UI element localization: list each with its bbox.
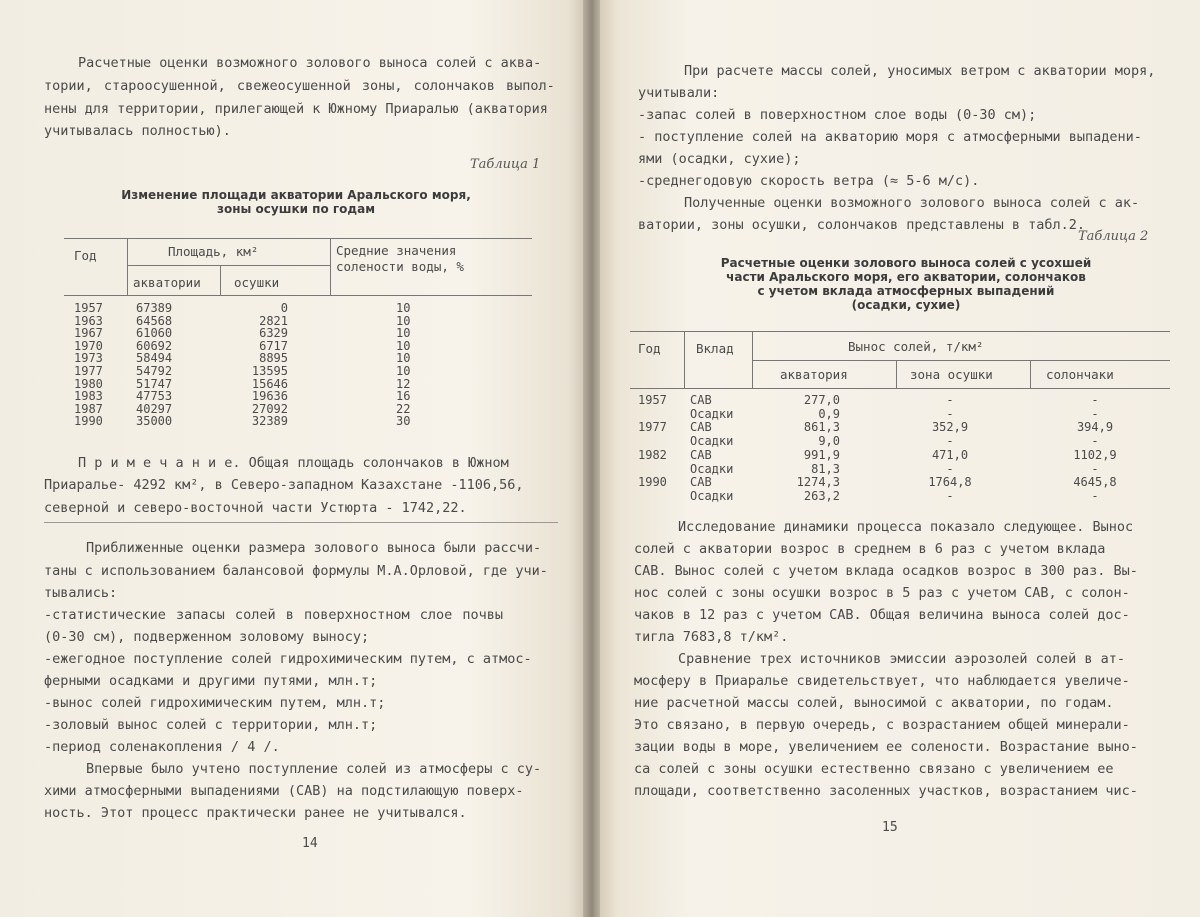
table2-cell-contribution: САВ [690, 475, 712, 490]
note-line-2: Приаралье- 4292 км², в Северо-западном Казахстане -1106,56, [44, 477, 524, 493]
table1-cell-drained: 0 [280, 301, 288, 315]
table1-title [96, 188, 496, 216]
left-body-line-10: -период соленакопления / 4 /. [44, 739, 280, 755]
left-body-line-8: -вынос солей гидрохимическим путем, млн.т; [44, 695, 386, 711]
table2-label: Таблица 2 [1078, 229, 1149, 244]
table2-cell-drained-zone: - [946, 393, 954, 407]
table2-bottom-rule [630, 388, 1170, 389]
table1-cell-year: 1980 [74, 376, 103, 391]
table1-header-salinity: Средние значения солености воды, % [336, 243, 464, 274]
table2-cell-year: 1977 [638, 420, 667, 435]
left-body-line-9: -золовый вынос солей с территории, млн.т; [44, 717, 378, 733]
left-body-line-4: -статистические запасы солей в поверхностном слое почвы [44, 607, 504, 623]
right-body-line-5: чаков в 12 раз с учетом САВ. Общая величина выноса солей дос- [634, 607, 1130, 623]
left-body-line-2: таны с использованием балансовой формулы М.А.Орловой, где учи- [44, 563, 548, 579]
table1-cell-salinity: 22 [396, 401, 411, 416]
table2-title-line-4: (осадки, сухие) [851, 298, 961, 312]
table1-title-line-2: зоны осушки по годам [216, 202, 375, 216]
table2-cell-aquatory: 0,9 [818, 406, 840, 421]
table2-vline-3 [896, 360, 897, 388]
table1-cell-aquatory: 35000 [136, 414, 173, 429]
left-body-line-13: ность. Этот процесс практически ранее не учитывался. [44, 805, 467, 821]
right-body-line-3: САВ. Вынос солей с учетом вклада осадков возрос в 300 раз. Вы- [634, 563, 1138, 579]
left-body-line-5: (0-30 см), подверженном золовому выносу; [44, 629, 370, 645]
table2-cell-drained-zone: - [946, 461, 954, 476]
table1-header-area: Площадь, км² [168, 244, 259, 259]
table2-vline-2 [752, 331, 753, 388]
table1-cell-aquatory: 40297 [136, 401, 173, 416]
right-intro-line-5: ями (осадки, сухие); [638, 151, 801, 167]
table1-header-drained: осушки [234, 275, 280, 290]
right-body-line-7: Сравнение трех источников эмиссии аэрозолей солей в ат- [678, 651, 1126, 667]
right-body-line-10: Это связано, в первую очередь, с возрастанием общей минерали- [634, 717, 1130, 733]
table2-cell-aquatory: 277,0 [803, 393, 840, 407]
table2-title-line-1: Расчетные оценки золового выноса солей с усохшей [720, 256, 1092, 270]
table1-cell-year: 1970 [74, 338, 103, 353]
table1-cell-year: 1973 [74, 351, 103, 366]
table1-vline-3 [330, 238, 331, 295]
table1-cell-salinity: 10 [396, 364, 411, 378]
right-body-line-11: зации воды в море, увеличением ее солености. Возрастание выно- [634, 739, 1138, 755]
right-page-number: 15 [882, 820, 898, 835]
table1-bottom-rule [64, 295, 532, 296]
table1-cell-salinity: 12 [396, 376, 411, 391]
left-intro-line-4: учитывалась полностью). [44, 123, 231, 139]
table2-header-solonchaks: солончаки [1046, 367, 1114, 382]
table2-header-year: Год [638, 341, 661, 356]
right-body-line-9: ние расчетной массы солей, выносимой с акватории, по годам. [634, 695, 1114, 711]
table1-vline-1 [127, 238, 128, 295]
table1-mid-rule [127, 265, 330, 266]
table2-cell-contribution: САВ [690, 420, 712, 435]
table2-cell-aquatory: 9,0 [818, 434, 840, 449]
table1-cell-year: 1990 [74, 414, 103, 429]
table1-cell-aquatory: 64568 [136, 313, 173, 328]
right-body-line-6: тигла 7683,8 т/км². [634, 629, 789, 645]
table2-cell-aquatory: 991,9 [803, 447, 840, 462]
table2-title [686, 256, 1126, 312]
table2-cell-solonchaks: 394,9 [1076, 420, 1114, 435]
table2-cell-solonchaks: 4645,8 [1073, 475, 1117, 490]
right-intro-line-4: - поступление солей на акваторию моря с атмосферными выпадени- [638, 129, 1142, 145]
table1-label: Таблица 1 [470, 157, 541, 172]
table1-cell-year: 1957 [74, 301, 103, 315]
right-intro-line-8: ватории, зоны осушки, солончаков представлены в табл.2. [638, 217, 1086, 233]
table1-cell-aquatory: 58494 [136, 351, 173, 366]
right-body-line-1: Исследование динамики процесса показало следующее. Вынос [678, 519, 1134, 535]
table1-cell-salinity: 10 [396, 301, 411, 315]
table1-cell-aquatory: 51747 [136, 376, 173, 391]
left-intro-line-1: Расчетные оценки возможного золового выноса солей с аква- [78, 55, 542, 71]
table1-cell-drained: 8895 [259, 351, 288, 366]
table2-cell-solonchaks: - [1091, 406, 1099, 421]
table1-cell-drained: 32389 [251, 414, 288, 429]
right-intro-line-7: Полученные оценки возможного золового выноса солей с ак- [684, 195, 1140, 211]
table1-header-year: Год [74, 248, 97, 263]
left-page [0, 0, 586, 917]
table1-cell-year: 1987 [74, 401, 103, 416]
table2-header-removal: Вынос солей, т/км² [848, 339, 984, 354]
table1-cell-drained: 2821 [259, 313, 288, 328]
table1-cell-year: 1963 [74, 313, 103, 328]
left-body-line-3: тывались: [44, 585, 118, 601]
table2-cell-solonchaks: - [1091, 393, 1099, 407]
table1-header-aquatory: акватории [133, 275, 201, 290]
table2-cell-drained-zone: 1764,8 [928, 475, 972, 490]
table2-cell-solonchaks: - [1091, 461, 1099, 476]
table2-cell-aquatory: 263,2 [803, 488, 840, 503]
table1-cell-drained: 6717 [259, 338, 288, 353]
table1-cell-aquatory: 54792 [136, 364, 173, 378]
table1-cell-salinity: 10 [396, 351, 411, 366]
table2-cell-contribution: Осадки [690, 406, 734, 421]
left-body-line-12: хими атмосферными выпадениями (САВ) на подстилающую поверх- [44, 783, 524, 799]
right-intro-line-1: При расчете массы солей, уносимых ветром с акватории моря, [684, 63, 1156, 79]
table2-cell-aquatory: 81,3 [811, 461, 840, 476]
right-page [600, 0, 1200, 917]
table2-cell-contribution: САВ [690, 393, 712, 407]
table2-cell-contribution: САВ [690, 447, 712, 462]
table2-cell-contribution: Осадки [690, 461, 734, 476]
right-intro-line-3: -запас солей в поверхностном слое воды (0-30 см); [638, 107, 1037, 123]
table2-title-line-3: с учетом вклада атмосферных выпадений [757, 284, 1055, 298]
table1-cell-aquatory: 61060 [136, 326, 173, 341]
table2-cell-solonchaks: - [1091, 488, 1099, 503]
note-line-1: П р и м е ч а н и е. Общая площадь солончаков в Южном [78, 455, 509, 471]
table1-cell-drained: 27092 [251, 401, 288, 416]
table2-cell-year: 1990 [638, 475, 667, 490]
left-intro-line-3: нены для территории, прилегающей к Южному Приаралью (акватория [44, 101, 548, 117]
table2-cell-year: 1982 [638, 447, 667, 462]
table2-cell-drained-zone: - [946, 488, 954, 503]
table2-title-line-2: части Аральского моря, его акватории, солончаков [726, 270, 1086, 284]
left-body-line-1: Приближенные оценки размера золового выноса были рассчи- [86, 540, 542, 556]
left-body-line-6: -ежегодное поступление солей гидрохимическим путем, с атмос- [44, 651, 532, 667]
table2-top-rule [630, 331, 1170, 332]
table2-cell-contribution: Осадки [690, 488, 734, 503]
table2-vline-1 [684, 331, 685, 388]
table2-cell-drained-zone: - [946, 434, 954, 449]
table1-cell-aquatory: 67389 [136, 301, 173, 315]
table2-mid-rule [752, 360, 1170, 361]
table1-cell-salinity: 10 [396, 313, 411, 328]
table2-cell-solonchaks: - [1091, 434, 1099, 449]
table1-cell-drained: 15646 [251, 376, 288, 391]
section-divider [44, 522, 558, 523]
table2-cell-aquatory: 1274,3 [796, 475, 840, 490]
left-intro-line-2: тории, староосушенной, свежеосушенной зоны, солончаков выпол- [44, 78, 555, 94]
table2-cell-aquatory: 861,3 [803, 420, 840, 435]
right-body-line-4: нос солей с зоны осушки возрос в 5 раз с учетом САВ, с солон- [634, 585, 1130, 601]
right-body-line-8: мосферу в Приаралье свидетельствует, что наблюдается увеличе- [634, 673, 1130, 689]
table2-header-drained-zone: зона осушки [910, 367, 993, 382]
table1-vline-2 [220, 265, 221, 295]
table1-cell-aquatory: 60692 [136, 338, 173, 353]
right-body-line-12: са солей с зоны осушки естественно связано с увеличением ее [634, 761, 1114, 777]
right-body-line-2: солей с акватории возрос в среднем в 6 раз с учетом вклада [634, 541, 1106, 557]
table2-cell-drained-zone: - [946, 406, 954, 421]
table1-cell-salinity: 10 [396, 338, 411, 353]
table2-header-contribution: Вклад [696, 341, 734, 356]
table1-cell-drained: 13595 [251, 364, 288, 378]
left-body-line-7: ферными осадками и другими путями, млн.т; [44, 673, 378, 689]
table1-title-line-1: Изменение площади акватории Аральского моря, [121, 188, 471, 202]
left-page-number: 14 [302, 836, 318, 851]
right-intro-line-2: учитывали: [638, 85, 720, 101]
table1-cell-drained: 19636 [251, 389, 288, 404]
table2-cell-year: 1957 [638, 393, 667, 407]
table1-cell-drained: 6329 [259, 326, 288, 341]
table2-cell-drained-zone: 471,0 [931, 447, 969, 462]
table2-cell-contribution: Осадки [690, 434, 734, 449]
table1-cell-year: 1967 [74, 326, 103, 341]
left-body-line-11: Впервые было учтено поступление солей из атмосферы с су- [86, 761, 542, 777]
table1-cell-year: 1983 [74, 389, 103, 404]
right-body-line-13: площади, соответственно засоленных участков, возрастанием чис- [634, 783, 1138, 799]
table1-cell-aquatory: 47753 [136, 389, 173, 404]
table2-cell-solonchaks: 1102,9 [1073, 447, 1117, 462]
table2-header-aquatory: акватория [780, 367, 848, 382]
table1-top-rule [64, 238, 532, 239]
right-intro-line-6: -среднегодовую скорость ветра (≈ 5-6 м/с). [638, 173, 980, 189]
table2-cell-drained-zone: 352,9 [931, 420, 969, 435]
table1-cell-salinity: 30 [396, 414, 411, 429]
table2-vline-4 [1030, 360, 1031, 388]
table1-cell-salinity: 10 [396, 326, 411, 341]
table1-cell-year: 1977 [74, 364, 103, 378]
table1-cell-salinity: 16 [396, 389, 411, 404]
note-line-3: северной и северо-восточной части Устюрта - 1742,22. [44, 500, 467, 516]
